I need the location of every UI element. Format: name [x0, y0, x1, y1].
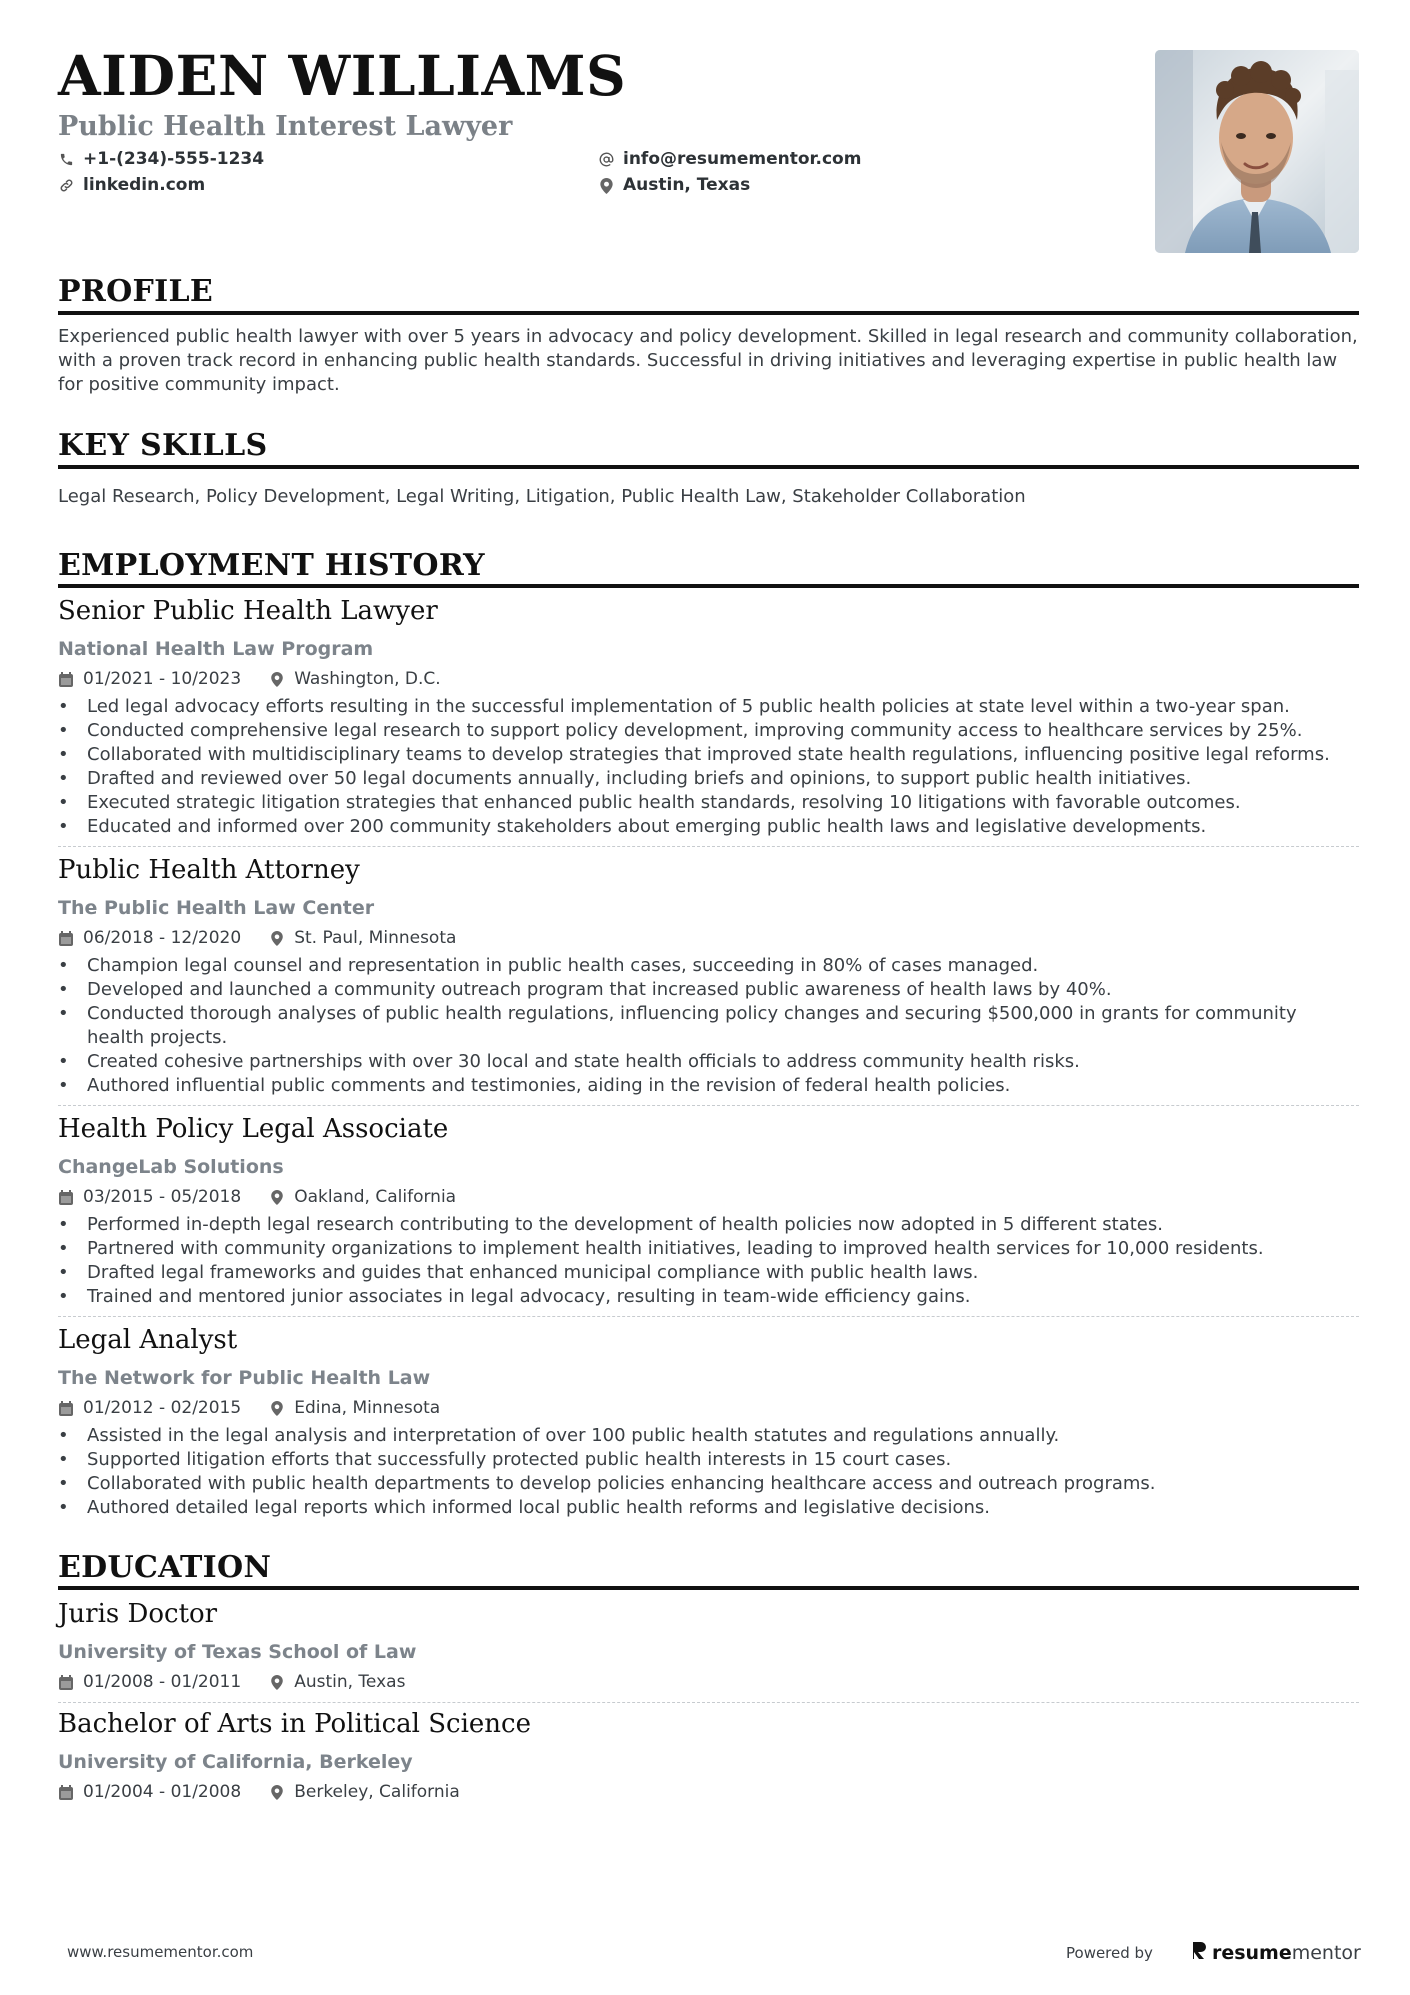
edu-meta — [58, 1784, 460, 1801]
employment-rule — [58, 584, 1359, 588]
edu-location: Austin, Texas — [294, 1672, 406, 1692]
job-bullet: • Authored detailed legal reports which informed local public health reforms and legislative decisions. — [58, 1496, 1359, 1520]
job-dates: 03/2015 - 05/2018 — [83, 1187, 242, 1207]
job-company: ChangeLab Solutions — [58, 1156, 284, 1178]
brand-name-bold: resume — [1211, 1941, 1292, 1964]
skills-rule — [58, 465, 1359, 469]
job-title: Health Policy Legal Associate — [58, 1114, 449, 1144]
map-pin-icon — [269, 1401, 285, 1417]
job-bullets — [58, 695, 1359, 839]
edu-degree: Bachelor of Arts in Political Science — [58, 1709, 531, 1739]
calendar-icon — [58, 672, 74, 688]
job-bullet: • Champion legal counsel and representation in public health cases, succeeding in 80% of cases managed. — [58, 954, 1359, 978]
calendar-icon — [58, 1401, 74, 1417]
calendar-icon — [58, 1190, 74, 1206]
job-bullet: • Collaborated with public health departments to develop policies enhancing healthcare access and outreach programs. — [58, 1472, 1359, 1496]
at-icon — [598, 152, 614, 168]
brand-name-light: mentor — [1291, 1941, 1361, 1964]
employment-heading: EMPLOYMENT HISTORY — [58, 548, 485, 583]
job-bullet: • Collaborated with multidisciplinary teams to develop strategies that improved state health regulations, influencing positive legal reforms. — [58, 743, 1359, 767]
map-pin-icon — [269, 672, 285, 688]
candidate-role: Public Health Interest Lawyer — [58, 111, 513, 142]
footer-powered-by — [1066, 1940, 1361, 1965]
phone-text: +1-(234)-555-1234 — [83, 149, 265, 169]
entry-divider — [58, 1105, 1359, 1106]
job-bullets — [58, 1424, 1359, 1520]
profile-photo — [1155, 50, 1359, 253]
map-pin-icon — [269, 1675, 285, 1691]
entry-divider — [58, 1316, 1359, 1317]
job-meta — [58, 671, 441, 688]
edu-school: University of Texas School of Law — [58, 1641, 417, 1663]
job-location: Washington, D.C. — [294, 669, 441, 689]
contact-location — [598, 177, 750, 194]
contact-linkedin[interactable] — [58, 177, 205, 194]
skills-list: Legal Research, Policy Development, Legal Writing, Litigation, Public Health Law, Stakeholder Collaboration — [58, 486, 1026, 507]
contact-phone — [58, 151, 264, 168]
map-pin-icon — [269, 1190, 285, 1206]
job-bullet: • Educated and informed over 200 community stakeholders about emerging public health laws and legislative developments. — [58, 815, 1359, 839]
calendar-icon — [58, 1785, 74, 1801]
job-title: Public Health Attorney — [58, 855, 360, 885]
job-bullet: • Conducted comprehensive legal research to support policy development, improving community access to healthcare services by 25%. — [58, 719, 1359, 743]
job-bullet: • Assisted in the legal analysis and interpretation of over 100 public health statutes and regulations annually. — [58, 1424, 1359, 1448]
job-location: Oakland, California — [294, 1187, 457, 1207]
job-meta — [58, 930, 456, 947]
job-bullet: • Trained and mentored junior associates in legal advocacy, resulting in team-wide efficiency gains. — [58, 1285, 1359, 1309]
job-dates: 01/2012 - 02/2015 — [83, 1398, 242, 1418]
job-dates: 06/2018 - 12/2020 — [83, 928, 242, 948]
brand-mark-icon — [1191, 1940, 1207, 1965]
linkedin-text[interactable]: linkedin.com — [83, 175, 206, 195]
map-pin-icon — [269, 1785, 285, 1801]
profile-rule — [58, 311, 1359, 315]
link-icon — [58, 178, 74, 194]
job-bullet: • Led legal advocacy efforts resulting in the successful implementation of 5 public health policies at state level within a two-year span. — [58, 695, 1359, 719]
profile-summary: Experienced public health lawyer with over 5 years in advocacy and policy development. Skilled in legal research and community collaboration, with a proven track record in enhancing public health standards. Successful in driving initiatives and leveraging expertise in public health law for positive community impact. — [58, 326, 1358, 395]
job-bullet: • Partnered with community organizations to implement health initiatives, leading to improved health services for 10,000 residents. — [58, 1237, 1359, 1261]
job-bullets — [58, 1213, 1359, 1309]
profile-heading: PROFILE — [58, 274, 214, 309]
powered-by-label: Powered by — [1066, 1943, 1153, 1962]
edu-degree: Juris Doctor — [58, 1599, 218, 1629]
calendar-icon — [58, 931, 74, 947]
job-dates: 01/2021 - 10/2023 — [83, 669, 242, 689]
footer-website[interactable]: www.resumementor.com — [67, 1943, 254, 1961]
job-company: The Public Health Law Center — [58, 897, 375, 919]
job-bullet: • Supported litigation efforts that successfully protected public health interests in 15 court cases. — [58, 1448, 1359, 1472]
job-bullet: • Executed strategic litigation strategies that enhanced public health standards, resolving 10 litigations with favorable outcomes. — [58, 791, 1359, 815]
job-location: Edina, Minnesota — [294, 1398, 441, 1418]
brand-logo[interactable] — [1191, 1940, 1361, 1965]
job-bullets — [58, 954, 1359, 1098]
job-title: Senior Public Health Lawyer — [58, 596, 438, 626]
email-text[interactable]: info@resumementor.com — [623, 149, 862, 169]
job-bullet: • Authored influential public comments and testimonies, aiding in the revision of federal health policies. — [58, 1074, 1359, 1098]
job-company: The Network for Public Health Law — [58, 1367, 431, 1389]
job-location: St. Paul, Minnesota — [294, 928, 457, 948]
location-text: Austin, Texas — [623, 175, 751, 195]
candidate-name: AIDEN WILLIAMS — [58, 43, 627, 108]
map-pin-icon — [598, 178, 614, 194]
education-rule — [58, 1586, 1359, 1590]
entry-divider — [58, 1702, 1359, 1703]
job-bullet: • Drafted and reviewed over 50 legal documents annually, including briefs and opinions, to support public health initiatives. — [58, 767, 1359, 791]
entry-divider — [58, 846, 1359, 847]
edu-school: University of California, Berkeley — [58, 1751, 413, 1773]
job-title: Legal Analyst — [58, 1325, 238, 1355]
education-heading: EDUCATION — [58, 1550, 272, 1585]
job-company: National Health Law Program — [58, 638, 374, 660]
calendar-icon — [58, 1675, 74, 1691]
edu-meta — [58, 1674, 405, 1691]
skills-heading: KEY SKILLS — [58, 428, 268, 463]
edu-location: Berkeley, California — [294, 1782, 460, 1802]
job-bullet: • Created cohesive partnerships with over 30 local and state health officials to address community health risks. — [58, 1050, 1359, 1074]
edu-dates: 01/2004 - 01/2008 — [83, 1782, 242, 1802]
job-bullet: • Performed in-depth legal research contributing to the development of health policies now adopted in 5 different states. — [58, 1213, 1359, 1237]
phone-icon — [58, 152, 74, 168]
job-meta — [58, 1400, 440, 1417]
job-bullet: • Drafted legal frameworks and guides that enhanced municipal compliance with public health laws. — [58, 1261, 1359, 1285]
job-bullet: • Developed and launched a community outreach program that increased public awareness of health laws by 40%. — [58, 978, 1359, 1002]
edu-dates: 01/2008 - 01/2011 — [83, 1672, 242, 1692]
job-meta — [58, 1189, 456, 1206]
map-pin-icon — [269, 931, 285, 947]
contact-email[interactable] — [598, 151, 861, 168]
job-bullet: • Conducted thorough analyses of public health regulations, influencing policy changes and securing $500,000 in grants for community health projects. — [58, 1002, 1359, 1050]
